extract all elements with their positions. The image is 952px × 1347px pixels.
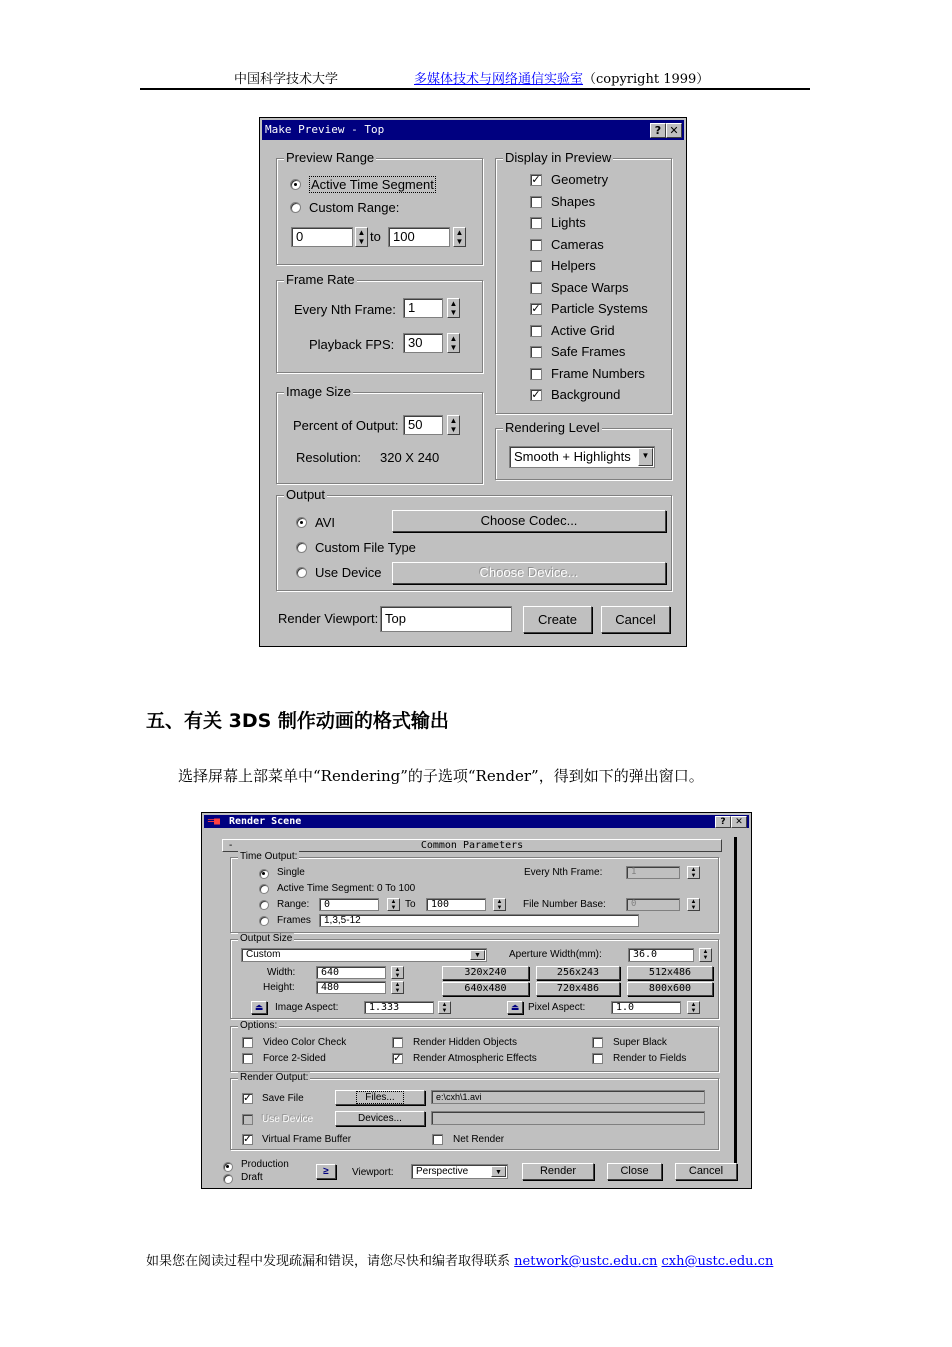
spinner-icon[interactable]: ▲ ▼ [447,333,460,353]
preset-720x486-button[interactable]: 720x486 [536,982,620,996]
avi-label: AVI [315,515,335,530]
footer-text: 如果您在阅读过程中发现疏漏和错误，请您尽快和编者取得联系 [146,1254,511,1269]
active-time-label: Active Time Segment [311,177,434,192]
option-label: Video Color Check [263,1037,347,1048]
output-size-value: Custom [246,949,281,960]
option-label: Force 2-Sided [263,1053,326,1064]
group-label: Preview Range [286,150,375,165]
dropdown-arrow-icon[interactable]: ▼ [470,950,485,960]
width-field[interactable]: 640 [316,966,386,979]
display-label: Helpers [551,258,596,273]
net-render-checkbox[interactable] [432,1134,443,1145]
rollout-title: Common Parameters [420,840,524,851]
option-checkbox[interactable] [592,1037,603,1048]
option-label: Render Atmospheric Effects [413,1053,537,1064]
display-label: Particle Systems [551,301,648,316]
spinner-icon[interactable]: ▲ ▼ [391,981,404,994]
close-icon[interactable]: ✕ [666,123,682,138]
display-label: Background [551,387,621,402]
display-checkbox[interactable] [530,217,542,229]
custom-file-radio[interactable] [296,542,307,553]
group-label: Options: [240,1020,278,1031]
frames-field[interactable]: 1,3,5-12 [319,914,639,927]
render-output-group [230,1072,719,1150]
lock-icon[interactable]: ⏏ [507,1001,523,1014]
display-checkbox[interactable] [530,325,542,337]
display-label: Frame Numbers [551,365,645,381]
aperture-label: Aperture Width(mm): [509,949,602,960]
page-header [140,66,810,90]
display-label: Shapes [551,193,596,209]
display-label: Safe Frames [551,344,626,359]
display-checkbox[interactable] [530,260,542,272]
help-button[interactable]: ? [650,123,666,138]
display-checkbox[interactable] [530,346,542,358]
file-number-base-label: File Number Base: [523,899,606,910]
choose-codec-button[interactable]: Choose Codec... [392,510,666,532]
option-checkbox[interactable] [242,1037,253,1048]
viewport-label: Viewport: [352,1167,394,1178]
files-button[interactable] [335,1090,425,1105]
spinner-icon[interactable]: ▲ ▼ [387,898,400,911]
spinner-icon[interactable]: ▲ ▼ [438,1001,451,1014]
display-label: Geometry [551,172,609,187]
display-checkbox[interactable]: ✓ [531,174,541,186]
render-viewport-label: Render Viewport: [278,611,379,626]
range-radio[interactable] [259,900,269,910]
range-to-field[interactable]: 100 [388,227,450,247]
cancel-button[interactable]: Cancel [601,606,670,633]
output-size-select[interactable] [241,948,487,962]
viewport-select[interactable] [411,1164,508,1179]
group-label: Output Size [240,933,293,944]
frames-radio[interactable] [259,916,269,926]
image-size-group [276,384,483,484]
render-viewport-field[interactable]: Top [380,606,512,632]
close-button[interactable]: Close [607,1163,662,1180]
app-icon: ═■ [208,816,221,827]
cancel-button[interactable]: Cancel [675,1163,737,1180]
image-aspect-label: Image Aspect: [275,1002,339,1013]
single-radio[interactable] [259,869,269,879]
frame-rate-group [276,272,483,373]
pixel-aspect-label: Pixel Aspect: [528,1002,586,1013]
output-path-field: e:\cxh\1.avi [431,1090,705,1104]
group-label: Output [286,487,326,502]
close-icon[interactable]: ✕ [731,816,747,828]
display-checkbox[interactable] [530,196,542,208]
dialog-title: Render Scene [229,816,302,827]
percent-field[interactable]: 50 [403,415,443,435]
virtual-frame-buffer-checkbox[interactable]: ✓ [243,1134,252,1145]
header-copyright: （copyright 1999） [583,72,710,87]
time-output-group [230,851,719,933]
spinner-icon[interactable]: ▲ ▼ [687,1001,700,1014]
file-number-base-field[interactable]: 0 [626,898,680,911]
choose-device-button[interactable]: Choose Device... [392,562,666,584]
dropdown-arrow-icon[interactable]: ▼ [638,448,653,466]
playback-fps-label: Playback FPS: [309,337,395,352]
display-label: Active Grid [551,322,615,338]
save-file-label: Save File [262,1093,304,1104]
use-device-radio[interactable] [296,567,307,578]
production-radio[interactable] [223,1162,233,1172]
display-checkbox[interactable]: ✓ [531,389,541,401]
custom-range-label: Custom Range: [309,200,400,215]
spinner-icon[interactable]: ▲ ▼ [447,298,460,318]
save-file-checkbox[interactable]: ✓ [243,1093,252,1104]
display-in-preview-group [495,150,672,414]
range-to-field[interactable]: 100 [426,898,486,911]
draft-label: Draft [241,1172,263,1183]
group-label: Time Output: [240,851,298,862]
playback-fps-field[interactable]: 30 [403,333,443,353]
active-time-label: Active Time Segment: 0 To 100 [277,883,416,894]
dialog-title: Make Preview - Top [265,123,385,136]
section-title: 五、有关 3DS 制作动画的格式输出 [146,710,449,732]
header-university: 中国科学技术大学 [234,72,339,87]
preset-800x600-button[interactable]: 800x600 [627,982,713,996]
preset-512x486-button[interactable]: 512x486 [627,966,713,980]
preset-320x240-button[interactable]: 320x240 [442,966,529,980]
custom-range-radio[interactable] [290,202,301,213]
image-aspect-field[interactable]: 1.333 [364,1001,434,1014]
preset-256x243-button[interactable]: 256x243 [536,966,620,980]
production-label: Production [241,1159,289,1170]
option-checkbox[interactable] [242,1053,253,1064]
spinner-icon[interactable]: ▲ ▼ [493,898,506,911]
option-label: Super Black [613,1037,667,1048]
spinner-icon[interactable]: ▲ ▼ [687,866,700,879]
every-nth-field[interactable]: 1 [403,298,443,318]
spinner-icon[interactable]: ▲ ▼ [447,415,460,435]
create-button[interactable]: Create [523,606,592,633]
virtual-frame-buffer-label: Virtual Frame Buffer [262,1134,352,1145]
display-label: Space Warps [551,279,629,295]
output-size-group [230,933,719,1019]
range-label: Range: [277,899,310,910]
display-label: Lights [551,215,586,230]
avi-radio[interactable] [296,517,307,528]
help-button[interactable]: ? [715,816,731,828]
group-label: Render Output: [240,1072,309,1083]
lock-icon[interactable]: ⏏ [251,1001,267,1014]
title-bar [204,815,749,828]
option-checkbox[interactable]: ✓ [393,1053,402,1064]
group-label: Frame Rate [286,272,355,287]
option-label: Render to Fields [613,1053,687,1064]
display-label: Cameras [551,236,604,252]
option-label: Render Hidden Objects [413,1037,517,1048]
percent-label: Percent of Output: [293,418,399,433]
spinner-icon[interactable]: ▲ ▼ [453,227,466,247]
email-link[interactable]: network@ustc.edu.cn [514,1254,658,1269]
active-time-radio[interactable] [259,884,269,894]
group-label: Display in Preview [505,150,612,165]
options-group [230,1020,719,1072]
render-scene-dialog [201,812,752,1189]
collapse-icon: - [229,840,233,851]
render-button[interactable]: Render [522,1163,594,1180]
dropdown-arrow-icon[interactable]: ▼ [491,1166,506,1177]
spinner-icon[interactable]: ▲ ▼ [391,966,404,979]
group-label: Rendering Level [505,420,600,435]
height-label: Height: [263,982,295,993]
frames-label: Frames [277,915,311,926]
custom-file-label: Custom File Type [315,540,416,555]
header-lab-link[interactable]: 多媒体技术与网络通信实验室 [414,72,584,87]
preset-640x480-button[interactable]: 640x480 [442,982,529,996]
scrollbar[interactable] [734,837,737,1171]
range-from-field[interactable]: 0 [291,227,353,247]
resolution-label: Resolution: [296,450,362,465]
paragraph: 选择屏幕上部菜单中“Rendering”的子选项“Render”，得到如下的弹出窗口。 [178,767,704,785]
spinner-icon[interactable]: ▲ ▼ [699,948,712,962]
email-link[interactable]: cxh@ustc.edu.cn [661,1254,774,1269]
group-label: Image Size [286,384,352,399]
preview-range-group [276,150,483,265]
resolution-value: 320 X 240 [380,450,440,465]
height-field[interactable]: 480 [316,981,386,994]
active-time-radio[interactable] [290,179,301,190]
range-from-field[interactable]: 0 [319,898,379,911]
use-device-checkbox[interactable] [242,1114,253,1125]
spinner-icon[interactable]: ▲ ▼ [355,227,368,247]
every-nth-label: Every Nth Frame: [524,867,603,878]
render-type-icon[interactable]: ≥ [316,1164,336,1179]
option-checkbox[interactable] [392,1037,403,1048]
display-checkbox[interactable]: ✓ [531,303,541,315]
net-render-label: Net Render [453,1134,505,1145]
viewport-value: Perspective [416,1166,469,1177]
every-nth-label: Every Nth Frame: [294,302,396,317]
rendering-level-group [495,420,672,480]
title-bar [262,120,684,140]
output-group [276,487,672,591]
every-nth-field[interactable]: 1 [626,866,680,879]
use-device-label: Use Device [262,1114,314,1125]
single-label: Single [277,867,305,878]
footer [146,1250,773,1269]
device-field [431,1111,705,1125]
rendering-level-select[interactable] [509,446,655,468]
spinner-icon[interactable]: ▲ ▼ [687,898,700,911]
width-label: Width: [267,967,296,978]
pixel-aspect-field[interactable]: 1.0 [611,1001,681,1014]
to-label: To [405,899,416,910]
display-checkbox[interactable] [530,239,542,251]
display-checkbox[interactable] [530,282,542,294]
to-label: to [370,229,381,244]
draft-radio[interactable] [223,1174,233,1184]
files-button-label: Files... [356,1091,403,1104]
option-checkbox[interactable] [592,1053,603,1064]
display-checkbox[interactable] [530,368,542,380]
use-device-label: Use Device [315,565,382,580]
rendering-level-value: Smooth + Highlights [514,449,631,464]
header-lab [414,68,709,87]
make-preview-dialog [259,117,687,647]
aperture-field[interactable]: 36.0 [628,948,694,962]
devices-button[interactable]: Devices... [335,1111,425,1126]
